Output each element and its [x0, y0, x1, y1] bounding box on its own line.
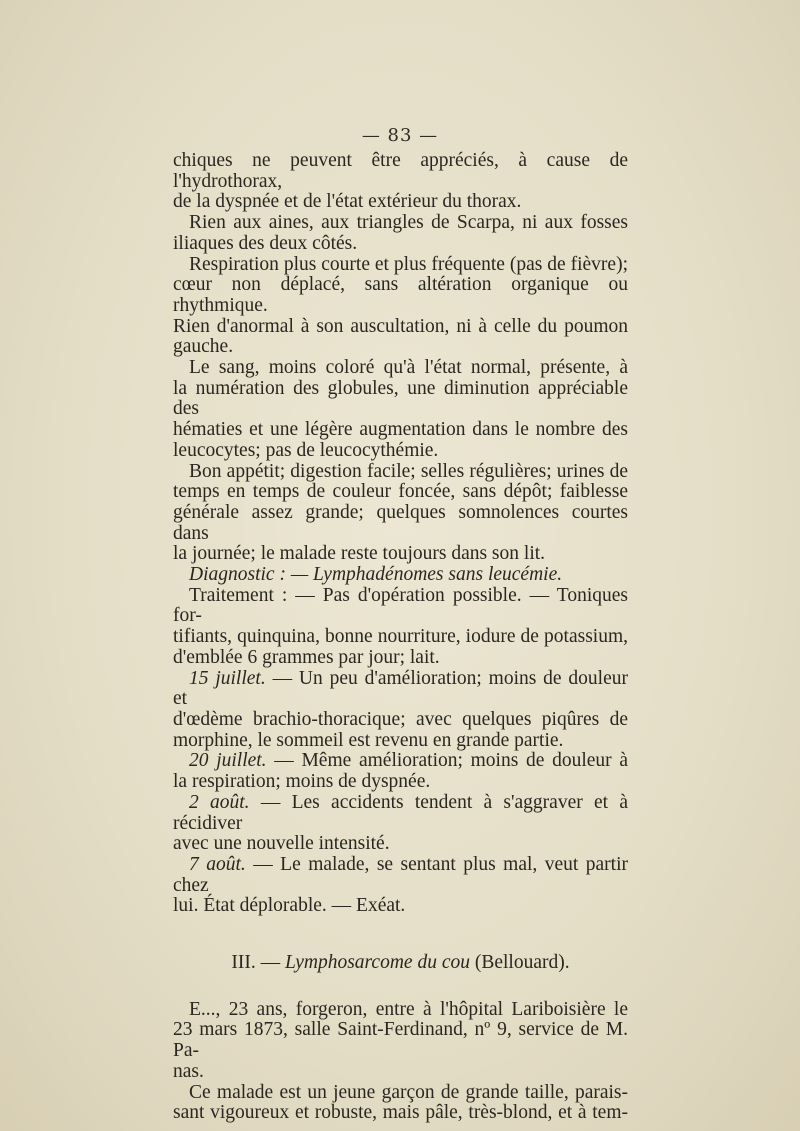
paragraph-line: 23 mars 1873, salle Saint-Ferdinand, nº 9, service de M. Pa-: [173, 1019, 628, 1062]
dated-entry-line: [173, 793, 628, 834]
paragraph-line: sant vigoureux et robuste, mais pâle, très-blond, et à tem-: [173, 1102, 628, 1124]
section-author: (Bellouard).: [474, 952, 570, 974]
paragraph-line: gauche.: [173, 336, 234, 358]
paragraph-line: cœur non déplacé, sans altération organique ou rhythmique.: [173, 274, 628, 316]
entry-date: 7 août.: [189, 853, 246, 875]
dated-entry-line: [173, 855, 628, 896]
diagnostic-line: [173, 565, 628, 586]
section-title: Lymphosarcome du cou: [284, 952, 470, 974]
entry-date: 20 juillet.: [189, 750, 267, 772]
paragraph-line: lui. État déplorable. — Exéat.: [173, 895, 406, 917]
paragraph-line: iliaques des deux côtés.: [173, 232, 358, 254]
paragraph-line: Respiration plus courte et plus fréquente (pas de fièvre);: [189, 253, 628, 275]
paragraph-line: Bon appétit; digestion facile; selles régulières; urines de: [189, 460, 628, 482]
paragraph-line: nas.: [173, 1060, 204, 1082]
entry-text: — Les accidents tendent à s'aggraver et à récidiver: [173, 791, 628, 834]
page-number: — 83 —: [361, 125, 439, 146]
paragraph-line: temps en temps de couleur foncée, sans dépôt; faiblesse: [173, 481, 628, 503]
entry-text: — Le malade, se sentant plus mal, veut partir chez: [173, 853, 628, 896]
paragraph-line: morphine, le sommeil est revenu en grande partie.: [173, 729, 564, 751]
paragraph-line: E..., 23 ans, forgeron, entre à l'hôpital Lariboisière le: [189, 998, 628, 1020]
entry-date: 15 juillet.: [189, 667, 266, 689]
paragraph-line: Le sang, moins coloré qu'à l'état normal, présente, à: [189, 357, 628, 379]
section-number: III. —: [231, 952, 281, 974]
dated-entry-line: [173, 751, 628, 772]
paragraph-line: la respiration; moins de dyspnée.: [173, 771, 431, 793]
paragraph-line: Traitement : — Pas d'opération possible. — Toniques for-: [173, 584, 628, 627]
paragraph-line: de la dyspnée et de l'état extérieur du thorax.: [173, 191, 522, 213]
paragraph-line: Ce malade est un jeune garçon de grande taille, parais-: [189, 1081, 628, 1103]
paragraph-line: d'emblée 6 grammes par jour; lait.: [173, 646, 440, 668]
dated-entry-line: [173, 669, 628, 710]
paragraph-line: générale assez grande; quelques somnolences courtes dans: [173, 501, 628, 544]
paragraph-line: hématies et une légère augmentation dans le nombre des: [173, 419, 628, 441]
paragraph-line: d'œdème brachio-thoracique; avec quelques piqûres de: [173, 708, 628, 730]
entry-date: 2 août.: [189, 791, 250, 813]
paragraph-line: tifiants, quinquina, bonne nourriture, iodure de potassium,: [173, 626, 628, 648]
entry-text: — Un peu d'amélioration; moins de douleur et: [173, 667, 628, 710]
paragraph-line: la numération des globules, une diminution appréciable des: [173, 377, 628, 420]
paragraph-line: chiques ne peuvent être appréciés, à cause de l'hydrothorax,: [173, 150, 628, 192]
paragraph-line: la journée; le malade reste toujours dans son lit.: [173, 543, 546, 565]
diagnostic-text: — Lymphadénomes sans leucémie.: [290, 564, 563, 586]
paragraph-line: leucocytes; pas de leucocythémie.: [173, 439, 439, 461]
section-heading: [173, 953, 628, 974]
diagnostic-label: Diagnostic :: [189, 564, 286, 586]
body-text: [173, 151, 628, 1124]
paragraph-line: Rien d'anormal à son auscultation, ni à celle du poumon: [173, 315, 628, 337]
paragraph-line: Rien aux aines, aux triangles de Scarpa, ni aux fosses: [189, 212, 628, 234]
paragraph-line: avec une nouvelle intensité.: [173, 833, 390, 855]
entry-text: — Même amélioration; moins de douleur à: [274, 750, 628, 772]
